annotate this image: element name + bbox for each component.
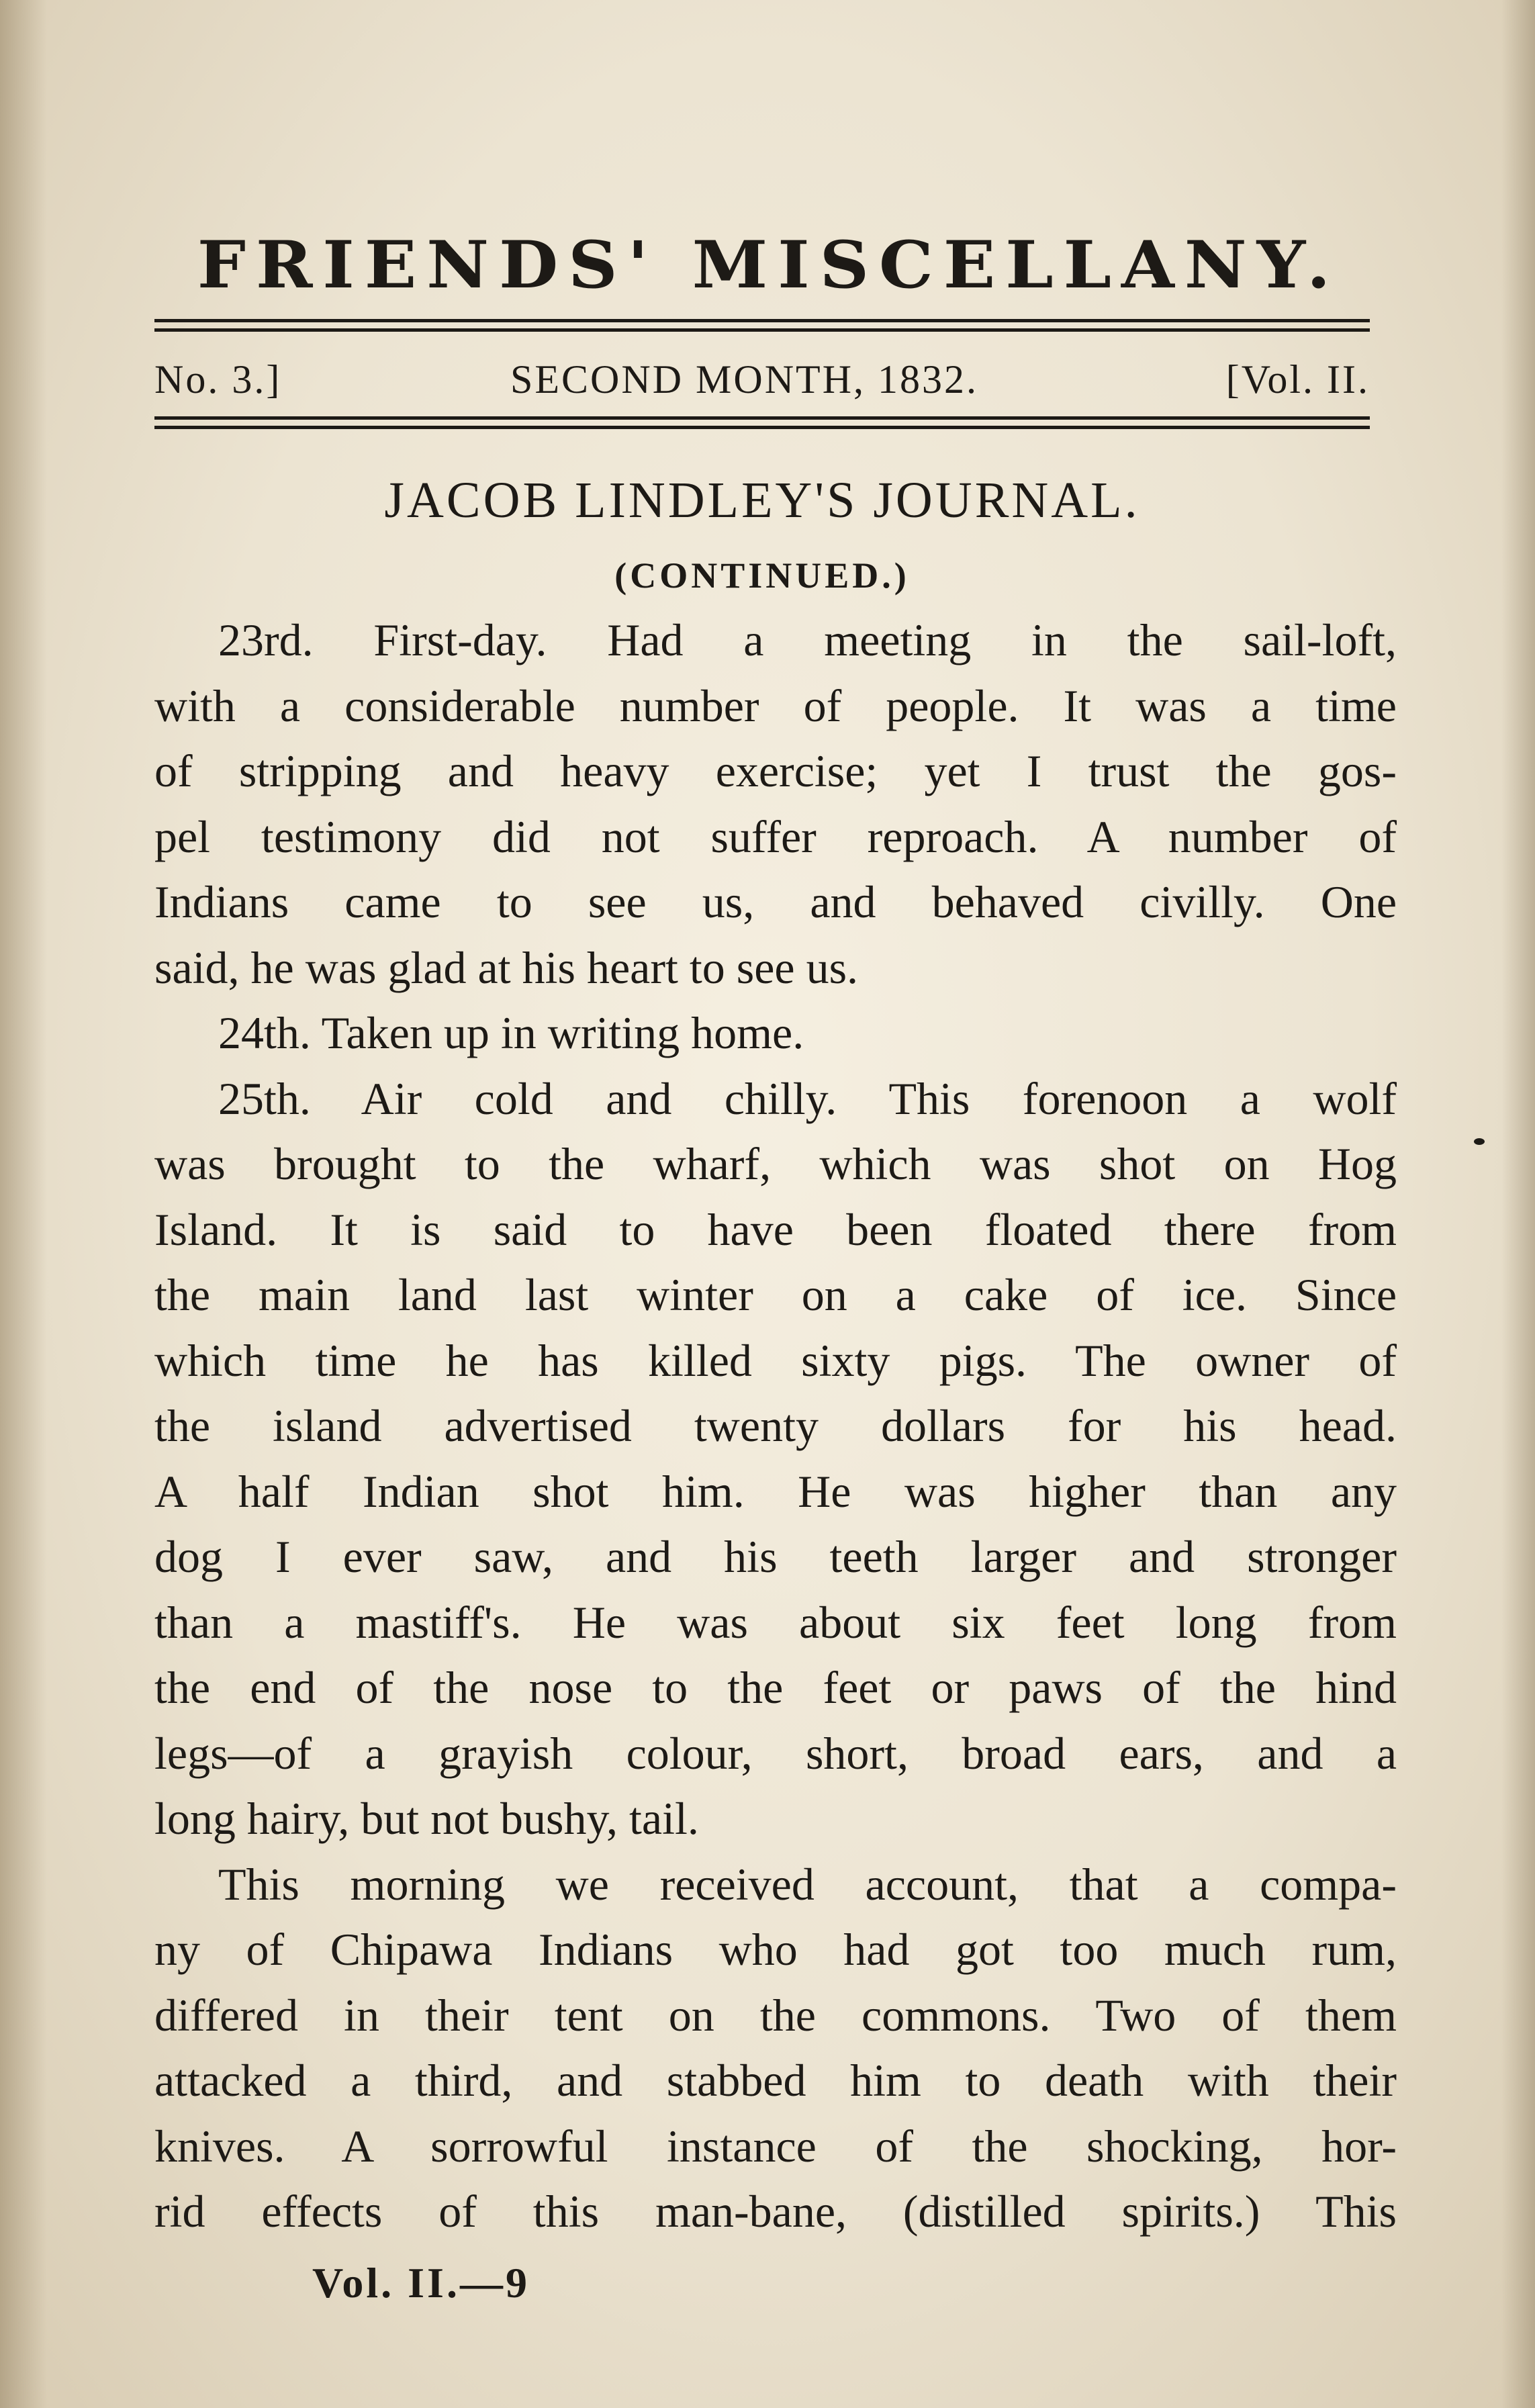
text-line: This morning we received account, that a compa-	[218, 1858, 1397, 1910]
text-line: which time he has killed sixty pigs. The owner of	[154, 1334, 1397, 1386]
text-line: than a mastiff's. He was about six feet long from	[154, 1596, 1397, 1648]
text-line: pel testimony did not suffer reproach. A number of	[154, 811, 1397, 862]
text-line: A half Indian shot him. He was higher than any	[154, 1465, 1397, 1517]
text-line: the end of the nose to the feet or paws of the hind	[154, 1662, 1397, 1713]
article-title: JACOB LINDLEY'S JOURNAL.	[384, 472, 1140, 528]
text-line: dog I ever saw, and his teeth larger and stronger	[154, 1531, 1397, 1582]
article-body	[154, 608, 1397, 2245]
text-line: of stripping and heavy exercise; yet I trust the gos-	[154, 745, 1397, 796]
text-line: 25th. Air cold and chilly. This forenoon a wolf	[218, 1072, 1397, 1124]
masthead-double-rule	[154, 319, 1370, 339]
text-line: knives. A sorrowful instance of the shocking, hor-	[154, 2120, 1397, 2172]
text-line: legs—of a grayish colour, short, broad ears, and a	[154, 1727, 1397, 1779]
issue-volume: [Vol. II.	[1225, 357, 1370, 402]
rule-line	[154, 319, 1370, 322]
text-line: differed in their tent on the commons. Two of them	[154, 1989, 1397, 2041]
issue-line	[154, 349, 1370, 410]
issue-number: No. 3.]	[154, 357, 282, 402]
rule-line	[154, 328, 1370, 332]
text-line: the island advertised twenty dollars for his head.	[154, 1400, 1397, 1451]
text-line: Indians came to see us, and behaved civilly. One	[154, 876, 1397, 927]
signature-mark: Vol. II.—9	[312, 2259, 530, 2307]
text-line: attacked a third, and stabbed him to death with their	[154, 2055, 1397, 2106]
text-line: ny of Chipawa Indians who had got too much rum,	[154, 1924, 1397, 1975]
article-subtitle: (CONTINUED.)	[614, 555, 910, 596]
text-line: said, he was glad at his heart to see us.	[154, 941, 859, 993]
text-line: 23rd. First-day. Had a meeting in the sail-loft,	[218, 614, 1397, 665]
issue-double-rule	[154, 416, 1370, 436]
text-line: rid effects of this man-bane, (distilled spirits.) This	[154, 2186, 1397, 2237]
text-line: was brought to the wharf, which was shot on Hog	[154, 1138, 1397, 1189]
rule-line	[154, 416, 1370, 420]
text-line: the main land last winter on a cake of ice. Since	[154, 1269, 1397, 1320]
rule-line	[154, 426, 1370, 429]
issue-date: SECOND MONTH, 1832.	[510, 357, 979, 402]
masthead-title: FRIENDS' MISCELLANY.	[197, 227, 1341, 303]
text-line: with a considerable number of people. It was a time	[154, 680, 1397, 731]
ink-speck	[1474, 1138, 1485, 1145]
text-line: Island. It is said to have been floated there from	[154, 1203, 1397, 1255]
text-line: 24th. Taken up in writing home.	[218, 1007, 804, 1058]
text-line: long hairy, but not bushy, tail.	[154, 1793, 699, 1844]
